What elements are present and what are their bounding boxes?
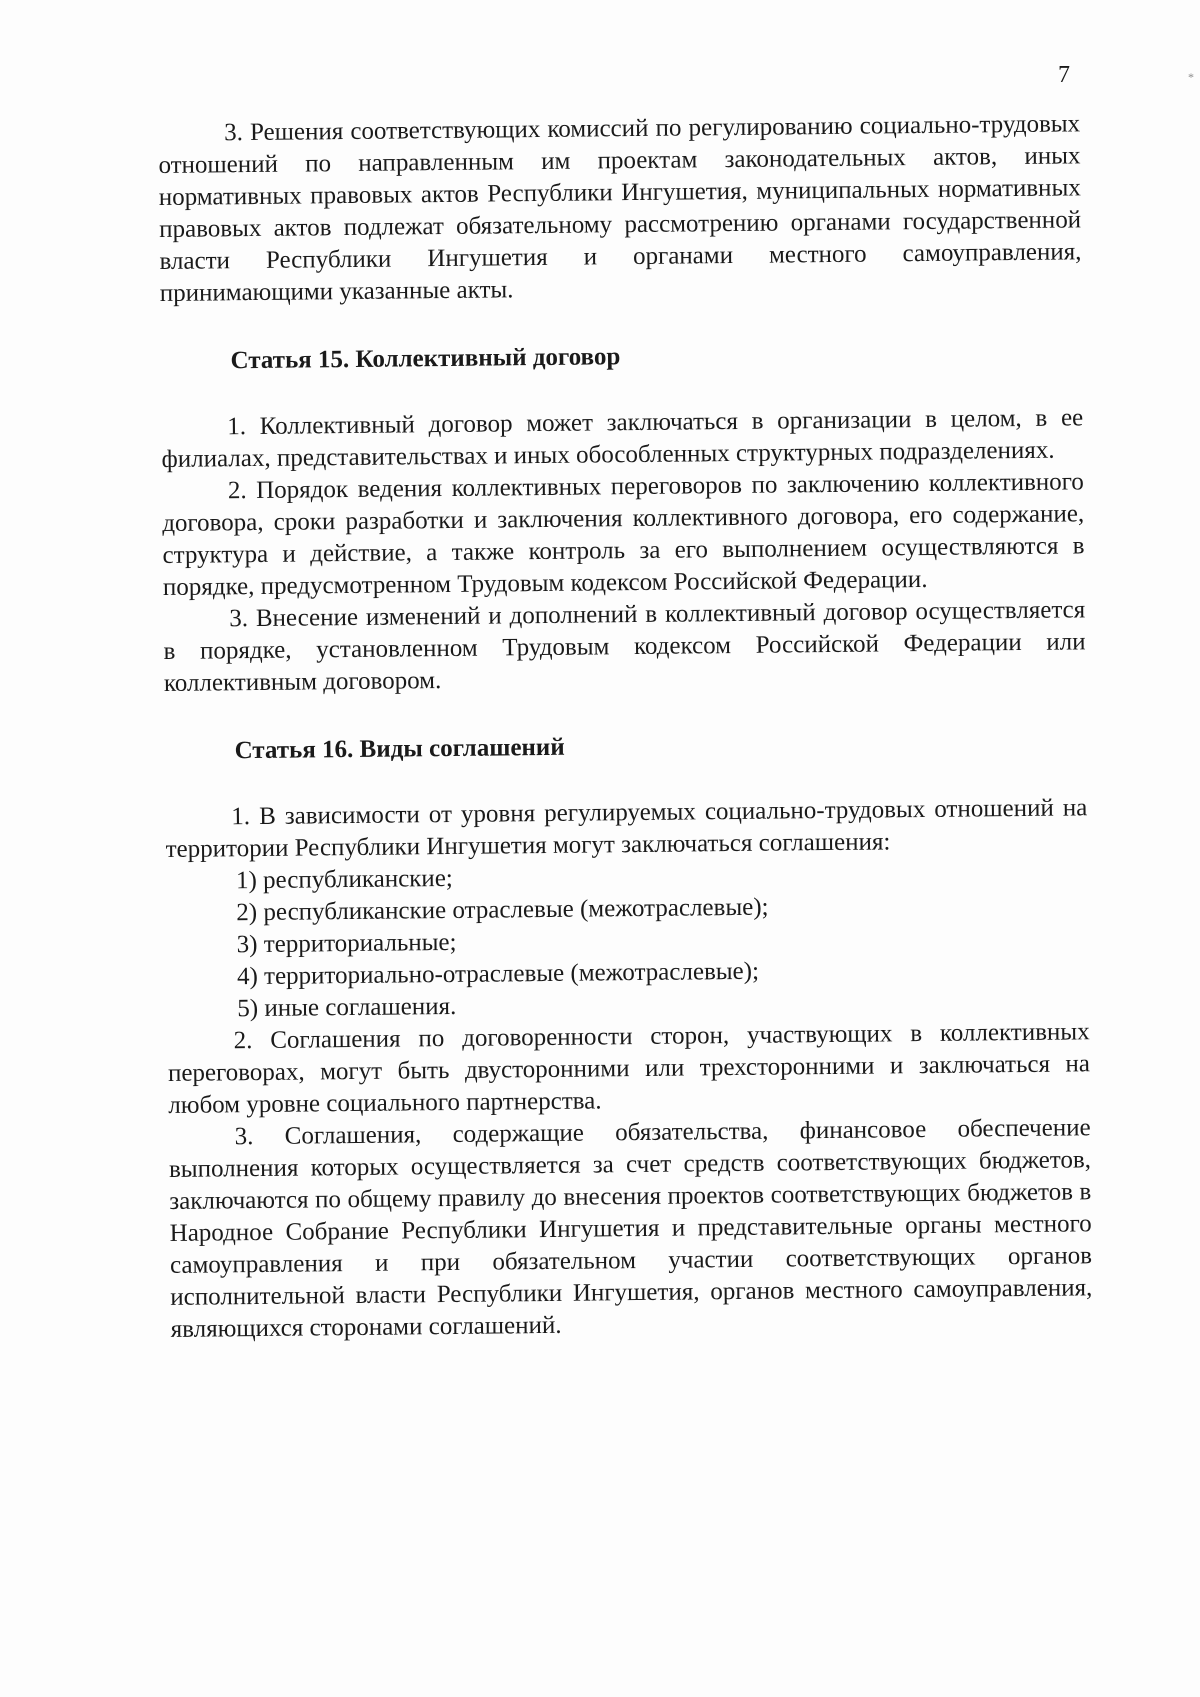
article-15-paragraph-1: 1. Коллективный договор может заключаться в организации в целом, в ее филиалах, представительствах и иных обособленных структурных подразделениях. bbox=[161, 404, 1084, 473]
page-number: 7 bbox=[1058, 62, 1070, 88]
article-15-heading: Статья 15. Коллективный договор bbox=[230, 343, 621, 375]
agreement-type-item: 5) иные соглашения. bbox=[237, 992, 457, 1023]
article-15-paragraph-2: 2. Порядок ведения коллективных переговоров по заключению коллективного договора, сроки разработки и заключения коллективного договора, его содержание, структура и действие, а также контроль за его выполнением осуществляются в порядке, предусмотренном Трудовым кодексом Российской Федерации. bbox=[162, 468, 1085, 601]
agreement-type-item: 2) республиканские отраслевые (межотраслевые); bbox=[236, 893, 769, 927]
article-15-paragraph-3: 3. Внесение изменений и дополнений в коллективный договор осуществляется в порядке, установленном Трудовым кодексом Российской Федерации или коллективным договором. bbox=[163, 596, 1086, 697]
agreement-type-item: 4) территориально-отраслевые (межотраслевые); bbox=[236, 957, 760, 991]
article-16-heading: Статья 16. Виды соглашений bbox=[234, 733, 565, 765]
agreement-type-item: 1) республиканские; bbox=[235, 864, 453, 895]
article-16-paragraph-1: 1. В зависимости от уровня регулируемых социально-трудовых отношений на территории Республики Ингушетия могут заключаться соглашения: bbox=[165, 794, 1088, 863]
article-16-paragraph-3: 3. Соглашения, содержащие обязательства, финансовое обеспечение выполнения которых осуществляется за счет средств соответствующих бюджетов, заключаются по общему правилу до внесения проектов соответствующих бюджетов в Народное Собрание Республики Ингушетия и представительные органы местного самоуправления и при обязательном участии соответствующих органов исполнительной власти Республики Ингушетия, органов местного самоуправления, являющихся сторонами соглашений. bbox=[168, 1114, 1093, 1343]
scan-edge-mark: * bbox=[1188, 70, 1194, 84]
document-body bbox=[158, 108, 1093, 1346]
paragraph-commission-decisions: 3. Решения соответствующих комиссий по регулированию социально-трудовых отношений по направленным им проектам законодательных актов, иных нормативных правовых актов Республики Ингушетия, муниципальных нормативных правовых актов подлежат обязательному рассмотрению органами государственной власти Республики Ингушетия и органами местного самоуправления, принимающими указанные акты. bbox=[158, 110, 1082, 307]
agreement-type-item: 3) территориальные; bbox=[236, 928, 457, 959]
article-16-paragraph-2: 2. Соглашения по договоренности сторон, участвующих в коллективных переговорах, могут быть двусторонними или трехсторонними и заключаться на любом уровне социального партнерства. bbox=[167, 1018, 1091, 1119]
